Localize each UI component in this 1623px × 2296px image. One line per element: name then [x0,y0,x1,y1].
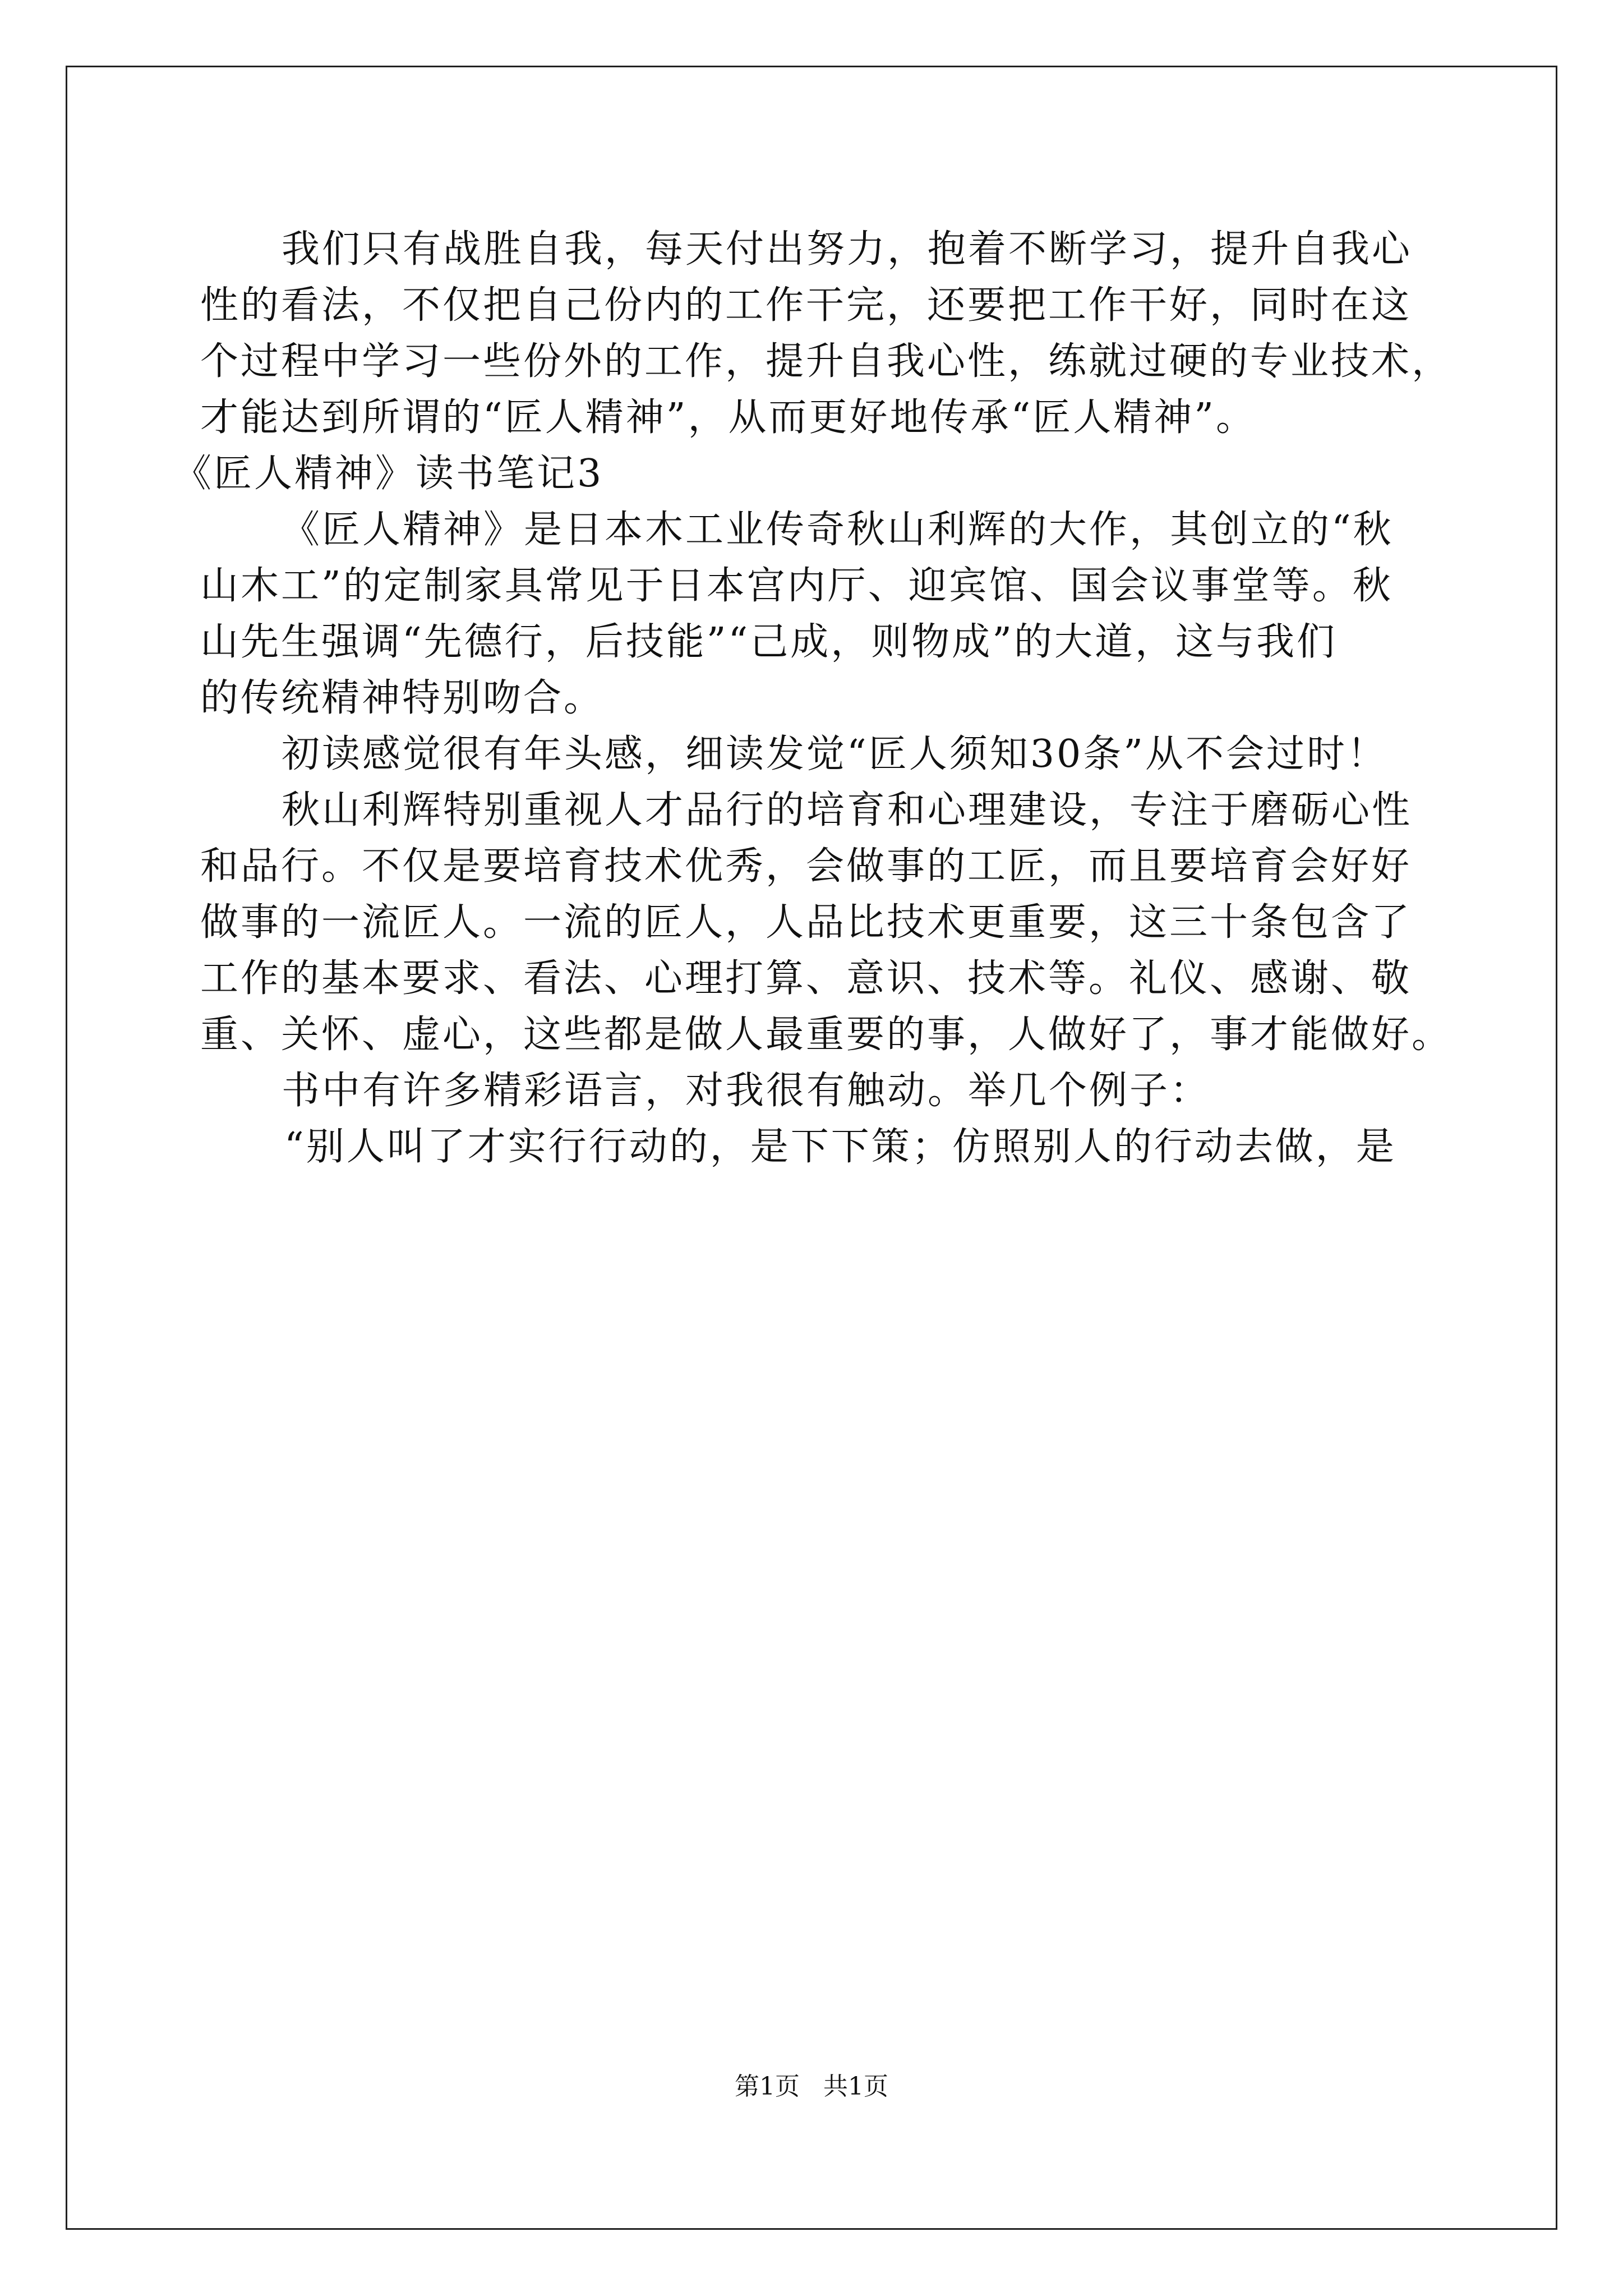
paragraph-line: 工作的基本要求、看法、心理打算、意识、技术等。礼仪、感谢、敬 [200,956,1412,1001]
paragraph-line: “别人叫了才实行行动的，是下下策；仿照别人的行动去做，是 [284,1125,1396,1169]
document-body [173,222,1453,1175]
section-heading: 《匠人精神》读书笔记3 [173,452,604,496]
paragraph-line: 《匠人精神》是日本木工业传奇秋山利辉的大作，其创立的“秋 [282,508,1394,552]
paragraph-line: 秋山利辉特别重视人才品行的培育和心理建设，专注于磨砺心性 [282,788,1413,832]
paragraph-line: 初读感觉很有年头感，细读发觉“匠人须知30条”从不会过时！ [282,732,1388,776]
paragraph-line: 的传统精神特别吻合。 [200,676,605,720]
paragraph-line: 书中有许多精彩语言，对我很有触动。举几个例子： [282,1069,1211,1113]
paragraph-line: 和品行。不仅是要培育技术优秀，会做事的工匠，而且要培育会好好 [200,844,1412,889]
paragraph-line: 山木工”的定制家具常见于日本宫内厅、迎宾馆、国会议事堂等。秋 [200,564,1393,608]
paragraph-line: 性的看法，不仅把自己份内的工作干完，还要把工作干好，同时在这 [200,283,1412,328]
paragraph-line: 做事的一流匠人。一流的匠人，人品比技术更重要，这三十条包含了 [200,900,1412,945]
paragraph-line: 个过程中学习一些份外的工作，提升自我心性，练就过硬的专业技术， [200,339,1453,384]
paragraph-line: 重、关怀、虚心，这些都是做人最重要的事，人做好了，事才能做好。 [200,1013,1453,1057]
paragraph-line: 才能达到所谓的“匠人精神”，从而更好地传承“匠人精神”。 [200,395,1257,440]
paragraph-line: 山先生强调“先德行，后技能”“己成，则物成”的大道，这与我们 [200,620,1338,664]
paragraph-line: 我们只有战胜自我，每天付出努力，抱着不断学习，提升自我心 [282,227,1413,272]
page-number-footer: 第1页 共1页 [735,2072,888,2101]
